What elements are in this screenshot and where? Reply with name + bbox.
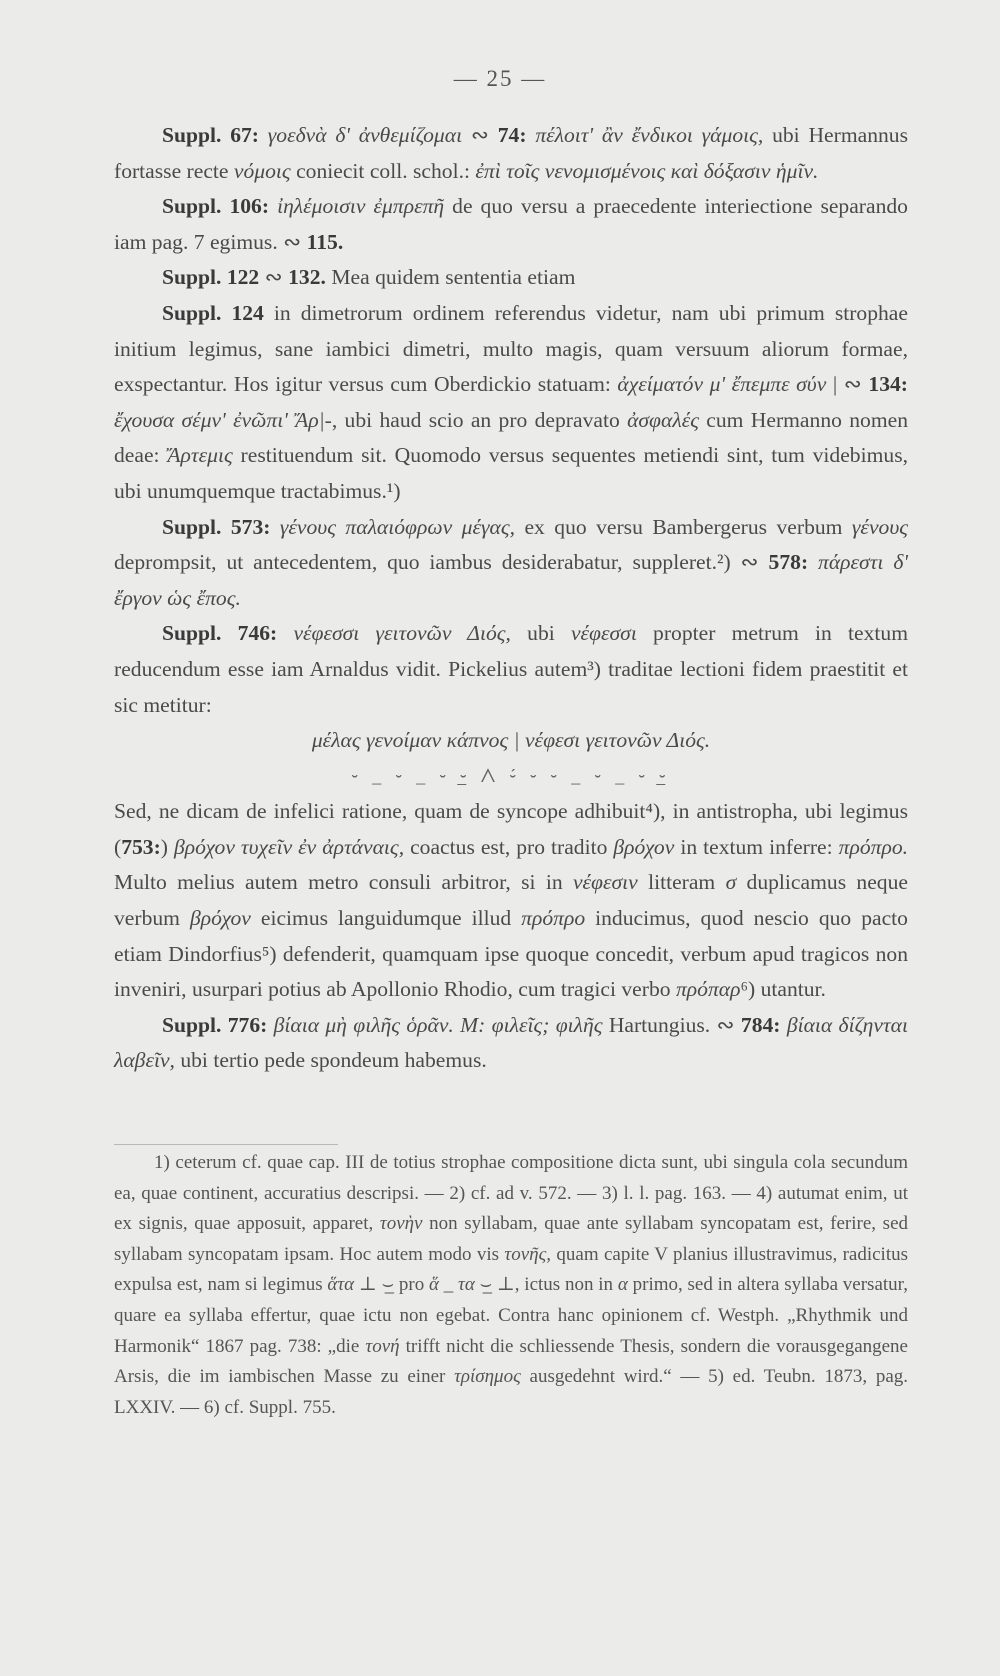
- latin-text: ∾: [462, 123, 498, 147]
- bold-reference: 74:: [497, 123, 536, 147]
- latin-text: in dimetrorum ordinem referendus videtur, nam ubi primum strophae initium legimus, sane iambici dimetri, multo magis, quam versuum aliorum formae, exspectantur. Hos igitur versus cum Oberdickio statuam:: [114, 300, 908, 397]
- latin-text: primo, sed in altera syllaba versatur, quare ea syllaba effertur, quae ictu non egebat. Contra hanc opinionem cf. Westph. „Rhythmik und Harmonik“ 1867 pag. 738: „die: [114, 1274, 908, 1357]
- latin-text: Mea quidem sententia etiam: [325, 265, 576, 290]
- latin-text: ⌣̲ ⊥, ictus non in: [474, 1274, 618, 1296]
- latin-text: deprompsit, ut antecedentem, quo iambus desiderabatur, suppleret.²) ∾: [114, 550, 769, 575]
- footnotes: [114, 1148, 908, 1423]
- greek-text: ἀχείματόν μ' ἔπεμπε σύν: [617, 372, 827, 397]
- paragraph: [114, 1148, 908, 1423]
- paragraph: [114, 616, 908, 723]
- latin-text: ubi tertio pede spondeum habemus.: [174, 1048, 487, 1073]
- latin-text: coactus est, pro tradito: [404, 834, 614, 859]
- greek-text: νέφεσσι: [570, 621, 637, 646]
- latin-text: Hartungius. ∾: [602, 1012, 741, 1037]
- greek-text: τονῆς,: [504, 1243, 552, 1265]
- latin-text: , ubi haud scio an pro depravato: [331, 407, 628, 432]
- latin-text: in textum inferre:: [674, 834, 839, 859]
- page-number: — 25 —: [453, 66, 547, 91]
- greek-text: νέφεσιν: [572, 870, 638, 895]
- paragraph: [114, 296, 908, 510]
- greek-text: ἐπὶ τοῖς νενομισμένοις καὶ δόξασιν ἡμῖν.: [475, 158, 819, 183]
- latin-text: de quo versu a praecedente interiectione separando iam pag. 7 egimus. ∾: [114, 194, 908, 254]
- latin-text: Sed, ne dicam de infelici ratione, quam de syncope adhibuit⁴), in antistropha, ubi legimus (: [114, 799, 908, 859]
- latin-text: propter metrum in textum reducendum esse iam Arnaldus vidit. Pickelius autem³) traditae lectioni fidem praestitit et sic metitur:: [114, 621, 908, 717]
- footnote-rule: [114, 1144, 338, 1145]
- greek-text: γένους: [851, 514, 908, 539]
- greek-text: ἀσφαλές: [627, 407, 699, 432]
- bold-reference: Suppl. 746:: [162, 621, 294, 646]
- latin-text: | ∾: [826, 372, 869, 397]
- greek-text: νέφεσσι γειτονῶν Διός,: [293, 621, 511, 646]
- bold-reference: 115.: [306, 229, 344, 254]
- paragraphs-after-verse: [114, 794, 908, 1079]
- bold-reference: 753:: [121, 834, 161, 859]
- latin-text: duplicamus neque verbum: [114, 870, 908, 931]
- bold-reference: 784:: [740, 1012, 787, 1037]
- bold-reference: Suppl. 573:: [162, 514, 280, 539]
- latin-text: Multo melius autem metro consuli arbitror, si in: [114, 870, 573, 895]
- greek-text: τρίσημος: [454, 1366, 521, 1388]
- greek-text: βρόχον τυχεῖν ἐν ἀρτάναις,: [174, 834, 405, 859]
- paragraph: [114, 1008, 908, 1079]
- greek-text: νόμοις: [233, 158, 291, 183]
- latin-text: ⁶) utantur.: [740, 977, 826, 1002]
- greek-text: γοεδνὰ δ' ἀνθεμίζομαι: [267, 123, 463, 147]
- paragraph: [114, 260, 908, 296]
- meter-line: ⏑ _ ⏑ _ ⏑ ⏑̲ ⋀ ⏑́ ⏑ ⏑ _ ⏑ _ ⏑ ⏑̲: [351, 765, 671, 786]
- paragraph: [114, 118, 908, 189]
- bold-reference: 134:: [868, 372, 908, 397]
- latin-text: litteram: [637, 870, 726, 895]
- latin-text: ubi: [510, 621, 571, 646]
- latin-text: quam capite V planius illustravimus, radicitus expulsa est, nam si legimus: [114, 1243, 908, 1296]
- greek-text: σ: [725, 870, 737, 895]
- latin-text: ausgedehnt wird.“ — 5) ed. Teubn. 1873, pag. LXXIV. — 6) cf. Suppl. 755.: [114, 1366, 908, 1418]
- greek-text: ἅτα: [327, 1274, 355, 1296]
- greek-text: ἔχουσα σέμν' ἐνῶπι' Ἄρ|-: [114, 407, 332, 432]
- bold-reference: Suppl. 106:: [162, 194, 278, 219]
- bold-reference: Suppl. 776:: [162, 1012, 274, 1037]
- bold-reference: 578:: [768, 550, 819, 575]
- greek-text: βίαια δίζηνται λαβεῖν,: [114, 1012, 908, 1073]
- latin-text: 1) ceterum cf. quae cap. III de totius strophae compositione dicta sunt, ubi singula cola secundum ea, quae continent, accuratius descripsi. — 2) cf. ad v. 572. — 3) l. l. pag. 163. — 4) autumat enim, ut ex signis, quae apposuit, apparet,: [114, 1152, 908, 1235]
- latin-text: ): [160, 834, 174, 859]
- greek-text: βρόχον: [613, 834, 675, 859]
- greek-text: πάρεστι δ' ἔργον ὡς ἔπος.: [114, 550, 908, 610]
- latin-text: inducimus, quod nescio quo pacto etiam Dindorfius⁵) defenderit, quamquam ipse quoque concedit, verbum apud tragicos non inveniri, usurpari potius ab Apollonio Rhodio, cum tragici verbo: [114, 906, 908, 1002]
- bold-reference: Suppl. 67:: [162, 123, 268, 147]
- paragraph: [114, 794, 908, 1008]
- paragraph: [114, 510, 908, 617]
- greek-text: πρόπρο.: [838, 834, 909, 859]
- greek-text: γένους παλαιόφρων μέγας,: [279, 514, 515, 539]
- latin-text: ubi Hermannus fortasse recte: [114, 123, 908, 183]
- greek-text: βρόχον: [189, 906, 251, 931]
- latin-text: ⊥ ⌣̲ pro: [354, 1274, 429, 1296]
- latin-text: non syllabam, quae ante syllabam syncopatam est, ferire, sed syllabam syncopatam ipsam. Hoc autem modo vis: [114, 1213, 909, 1265]
- greek-text: τονή: [365, 1335, 400, 1357]
- greek-text: α: [617, 1274, 628, 1296]
- paragraph: [114, 189, 908, 260]
- latin-text: restituendum sit. Quomodo versus sequentes metiendi sint, tum videbimus, ubi unumquemque tractabimus.¹): [114, 443, 909, 503]
- greek-text: πρόπαρ: [675, 977, 741, 1002]
- latin-text: ∾: [264, 265, 289, 290]
- greek-text: πρόπρο: [521, 906, 586, 931]
- paragraphs-before-verse: [114, 118, 908, 723]
- greek-text: τονὴν: [379, 1213, 423, 1235]
- greek-text: Ἄρτεμις: [167, 443, 233, 468]
- verse-line: μέλας γενοίμαν κάπνος | νέφεσι γειτονῶν Διός.: [311, 728, 711, 753]
- bold-reference: Suppl. 124: [162, 300, 264, 325]
- latin-text: eicimus languidumque illud: [250, 906, 522, 931]
- greek-text: βίαια μὴ φιλῆς ὁρᾶν. Μ: φιλεῖς; φιλῆς: [273, 1012, 603, 1037]
- latin-text: ex quo versu Bambergerus verbum: [515, 514, 852, 539]
- greek-text: πέλοιτ' ἂν ἔνδικοι γάμοις,: [535, 123, 764, 147]
- bold-reference: 132.: [288, 265, 326, 290]
- latin-text: coniecit coll. schol.:: [290, 158, 476, 183]
- latin-text: trifft nicht die schliessende Thesis, sondern die vorausgegangene Arsis, die im iambischen Masse zu einer: [114, 1335, 908, 1388]
- bold-reference: Suppl. 122: [162, 265, 265, 290]
- main-text: [114, 118, 908, 1079]
- latin-text: cum Hermanno nomen deae:: [114, 407, 908, 468]
- greek-text: ἰηλέμοισιν ἐμπρεπῆ: [277, 194, 445, 219]
- greek-text: ἅ _ τα: [429, 1274, 475, 1296]
